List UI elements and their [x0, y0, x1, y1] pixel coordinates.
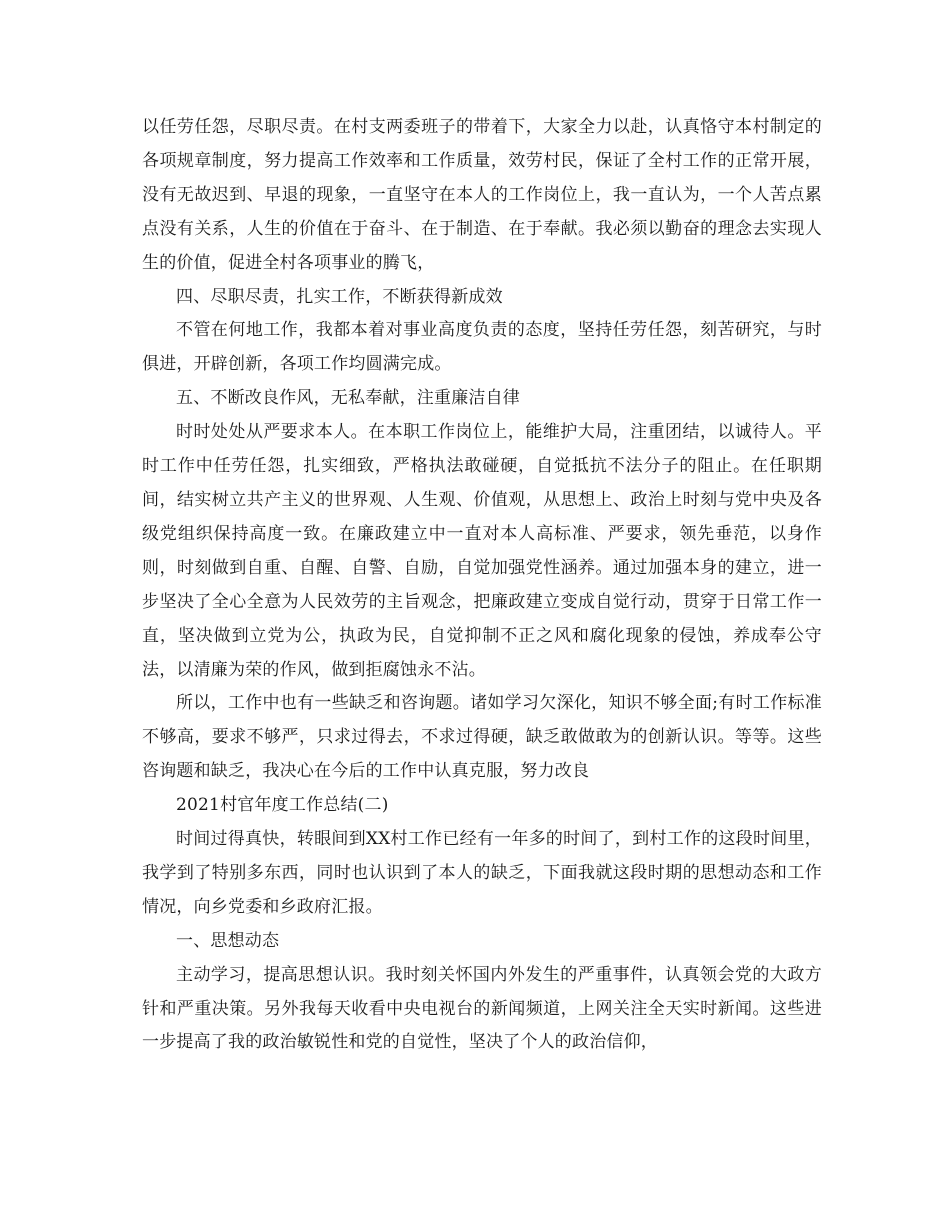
section-heading-4: 四、尽职尽责，扎实工作，不断获得新成效 — [176, 286, 503, 307]
paragraph-3: 时时处处从严要求本人。在本职工作岗位上，能维护大局，注重团结，以诚待人。平时工作中任劳任怨，扎实细致，严格执法敢碰硬，自觉抵抗不法分子的阻止。在任职期间，结实树立共产主义的世界观、人生观、价值观，从思想上、政治上时刻与党中央及各级党组织保持高度一致。在廉政建立中一直对本人高标准、严要求，领先垂范，以身作则，时刻做到自重、自醒、自警、自励，自觉加强党性涵养。通过加强本身的建立，进一步坚决了全心全意为人民效劳的主旨观念，把廉政建立变成自觉行动，贯穿于日常工作一直，坚决做到立党为公，执政为民，自觉抑制不正之风和腐化现象的侵蚀，养成奉公守法，以清廉为荣的作风，做到拒腐蚀永不沾。 — [142, 422, 822, 680]
paragraph-4: 所以，工作中也有一些缺乏和咨询题。诸如学习欠深化，知识不够全面;有时工作标准不够高，要求不够严，只求过得去，不求过得硬，缺乏敢做敢为的创新认识。等等。这些咨询题和缺乏，我决心在今后的工作中认真克服，努力改良 — [142, 693, 822, 782]
section-heading-5: 五、不断改良作风，无私奉献，注重廉洁自律 — [176, 388, 520, 409]
paragraph-5: 时间过得真快，转眼间到XX村工作已经有一年多的时间了，到村工作的这段时间里，我学到了特别多东西，同时也认识到了本人的缺乏，下面我就这段时期的思想动态和工作情况，向乡党委和乡政府汇报。 — [142, 829, 822, 917]
document-subtitle: 2021村官年度工作总结(二) — [176, 795, 389, 816]
section-heading-1: 一、思想动态 — [176, 930, 280, 951]
paragraph-1: 以任劳任怨，尽职尽责。在村支两委班子的带着下，大家全力以赴，认真恪守本村制定的各项规章制度，努力提高工作效率和工作质量，效劳村民，保证了全村工作的正常开展，没有无故迟到、早退的现象，一直坚守在本人的工作岗位上，我一直认为，一个人苦点累点没有关系，人生的价值在于奋斗、在于制造、在于奉献。我必须以勤奋的理念去实现人生的价值，促进全村各项事业的腾飞， — [142, 117, 822, 273]
paragraph-6: 主动学习，提高思想认识。我时刻关怀国内外发生的严重事件，认真领会党的大政方针和严重决策。另外我每天收看中央电视台的新闻频道，上网关注全天实时新闻。这些进一步提高了我的政治敏锐性和党的自觉性，坚决了个人的政治信仰， — [142, 964, 822, 1053]
paragraph-2: 不管在何地工作，我都本着对事业高度负责的态度，坚持任劳任怨，刻苦研究，与时俱进，开辟创新，各项工作均圆满完成。 — [142, 320, 822, 375]
document-body — [142, 111, 822, 1060]
